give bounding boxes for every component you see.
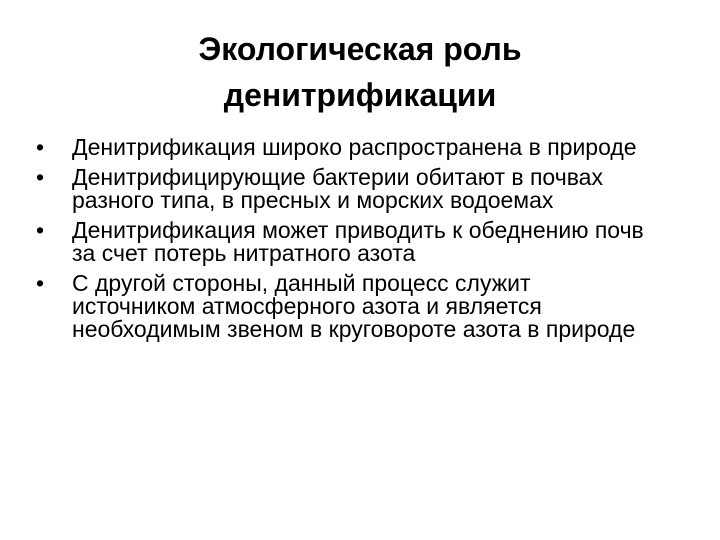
bullet-item xyxy=(36,272,656,341)
bullet-text: Денитрифицирующие бактерии обитают в почвах разного типа, в пресных и морских водоемах xyxy=(72,164,603,213)
slide-title xyxy=(36,26,684,118)
slide-title-line: Экологическая роль xyxy=(198,31,522,67)
bullet-text: С другой стороны, данный процесс служит источником атмосферного азота и является необходимым звеном в круговороте азота в природе xyxy=(72,270,636,342)
bullet-item xyxy=(36,136,656,159)
bullet-dot-icon: • xyxy=(36,164,45,190)
bullet-text: Денитрификация может приводить к обеднению почв за счет потерь нитратного азота xyxy=(72,217,644,266)
bullet-list xyxy=(36,136,656,348)
bullet-text: Денитрификация широко распространена в природе xyxy=(72,134,637,160)
bullet-dot-icon: • xyxy=(36,217,45,243)
slide-title-line: денитрификации xyxy=(223,77,497,113)
bullet-item xyxy=(36,219,656,265)
bullet-dot-icon: • xyxy=(36,270,45,296)
bullet-dot-icon: • xyxy=(36,134,45,160)
bullet-item xyxy=(36,166,656,212)
